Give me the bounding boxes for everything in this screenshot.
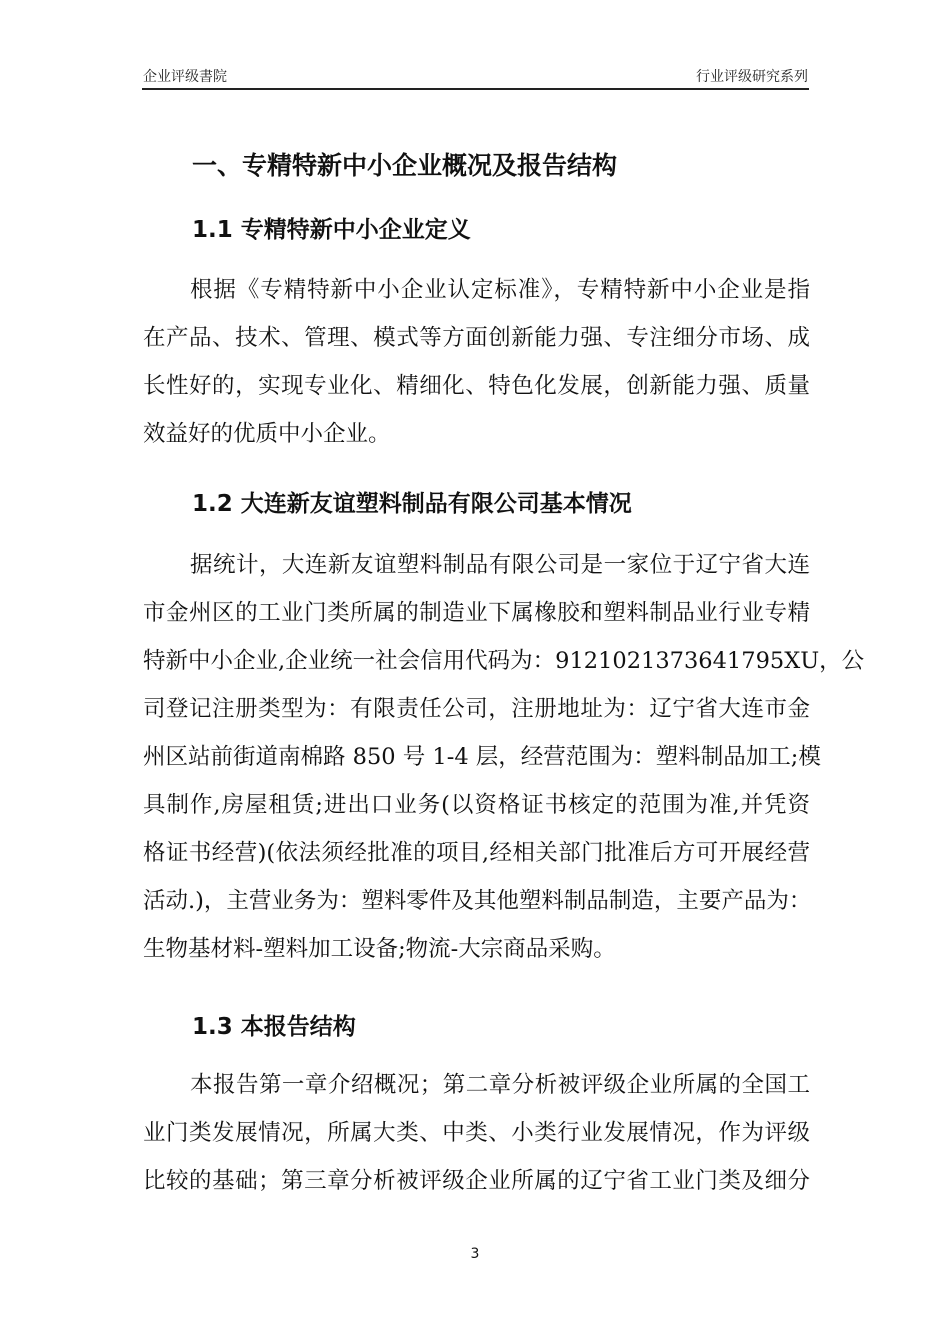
- text-line: 市金州区的工业门类所属的制造业下属橡胶和塑料制品业行业专精: [143, 600, 810, 626]
- text-line: 业门类发展情况，所属大类、中类、小类行业发展情况，作为评级: [143, 1120, 810, 1146]
- heading-1-3: 1.3 本报告结构: [192, 1014, 356, 1040]
- page-number: 3: [470, 1246, 480, 1262]
- paragraph-report-structure: [143, 1061, 810, 1205]
- text-line: 长性好的，实现专业化、精细化、特色化发展，创新能力强、质量: [143, 373, 810, 399]
- text-line: 根据《专精特新中小企业认定标准》，专精特新中小企业是指: [190, 277, 810, 303]
- heading-1-1: 1.1 专精特新中小企业定义: [192, 217, 471, 243]
- text-line: 具制作,房屋租赁;进出口业务(以资格证书核定的范围为准,并凭资: [143, 792, 810, 818]
- section-title: 一、专精特新中小企业概况及报告结构: [192, 151, 618, 180]
- text-line: 在产品、技术、管理、模式等方面创新能力强、专注细分市场、成: [143, 325, 810, 351]
- paragraph-company-info: [143, 541, 865, 973]
- heading-1-2: 1.2 大连新友谊塑料制品有限公司基本情况: [192, 491, 632, 517]
- header-divider: [142, 88, 809, 90]
- text-line: 效益好的优质中小企业。: [143, 421, 391, 447]
- paragraph-definition: [143, 266, 810, 458]
- header-right-title: 行业评级研究系列: [696, 69, 808, 85]
- text-line: 比较的基础；第三章分析被评级企业所属的辽宁省工业门类及细分: [143, 1168, 810, 1194]
- text-line: 特新中小企业,企业统一社会信用代码为：9121021373641795XU，公: [143, 648, 865, 674]
- text-line: 本报告第一章介绍概况；第二章分析被评级企业所属的全国工: [190, 1072, 810, 1098]
- header-left-title: 企业评级書院: [143, 69, 227, 85]
- text-line: 据统计，大连新友谊塑料制品有限公司是一家位于辽宁省大连: [190, 552, 810, 578]
- text-line: 司登记注册类型为：有限责任公司，注册地址为：辽宁省大连市金: [143, 696, 810, 722]
- text-line: 州区站前街道南棉路 850 号 1-4 层，经营范围为：塑料制品加工;模: [143, 744, 821, 770]
- text-line: 活动.)，主营业务为：塑料零件及其他塑料制品制造，主要产品为：: [143, 888, 812, 914]
- text-line: 生物基材料-塑料加工设备;物流-大宗商品采购。: [143, 936, 616, 962]
- text-line: 格证书经营)(依法须经批准的项目,经相关部门批准后方可开展经营: [143, 840, 810, 866]
